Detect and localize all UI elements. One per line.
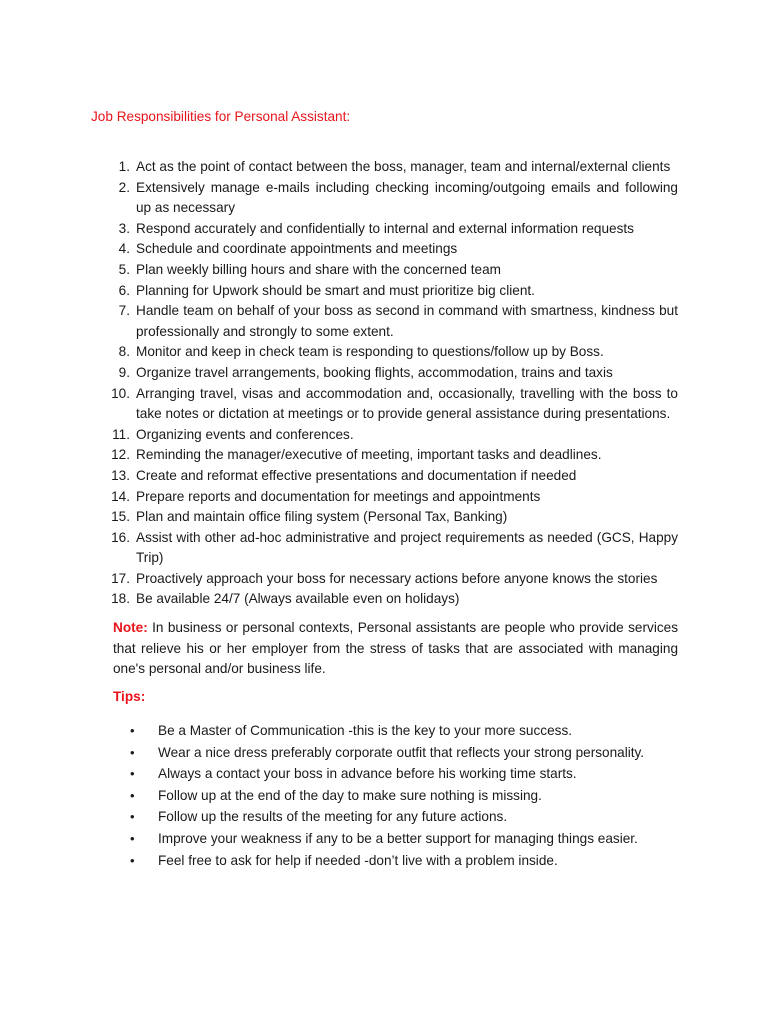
item-text: Plan weekly billing hours and share with the concerned team bbox=[136, 261, 501, 277]
item-text: Respond accurately and confidentially to internal and external information requests bbox=[136, 220, 634, 236]
page-heading: Job Responsibilities for Personal Assistant: bbox=[91, 109, 351, 124]
list-item bbox=[108, 487, 678, 508]
list-item bbox=[108, 178, 678, 219]
item-number: 1. bbox=[118, 159, 130, 174]
list-item bbox=[130, 742, 690, 764]
item-number: 11. bbox=[112, 426, 130, 442]
tip-text: Follow up the results of the meeting for any future actions. bbox=[158, 809, 508, 825]
responsibilities-list bbox=[108, 157, 678, 610]
list-item bbox=[108, 425, 678, 446]
list-item bbox=[108, 239, 678, 260]
item-text: Assist with other ad-hoc administrative and project requirements as needed (GCS, Happy Trip) bbox=[136, 529, 678, 566]
list-item bbox=[130, 785, 690, 807]
list-item bbox=[108, 157, 678, 178]
tip-text: Be a Master of Communication -this is the key to your more success. bbox=[158, 723, 573, 738]
bullet-icon: • bbox=[130, 852, 135, 868]
bullet-icon: • bbox=[130, 830, 135, 846]
item-text: Reminding the manager/executive of meeting, important tasks and deadlines. bbox=[136, 447, 602, 463]
item-text: Monitor and keep in check team is responding to questions/follow up by Boss. bbox=[136, 344, 604, 360]
list-item bbox=[108, 569, 678, 590]
item-text: Organize travel arrangements, booking flights, accommodation, trains and taxis bbox=[136, 364, 613, 380]
item-number: 13. bbox=[111, 467, 130, 483]
bullet-icon: • bbox=[130, 809, 135, 825]
list-item bbox=[108, 507, 678, 528]
list-item bbox=[130, 850, 690, 872]
note-text: In business or personal contexts, Personal assistants are people who provide services that relieve his or her employer from the stress of tasks that are associated with managing one's personal and/or business life. bbox=[113, 620, 678, 677]
list-item bbox=[108, 342, 678, 363]
tip-text: Always a contact your boss in advance before his working time starts. bbox=[158, 766, 577, 782]
bullet-icon: • bbox=[130, 766, 135, 782]
tips-list bbox=[130, 720, 690, 871]
tip-text: Wear a nice dress preferably corporate outfit that reflects your strong personality. bbox=[158, 744, 645, 760]
list-item bbox=[108, 281, 678, 302]
item-text: Schedule and coordinate appointments and meetings bbox=[136, 241, 458, 257]
item-number: 10. bbox=[111, 385, 130, 401]
bullet-icon: • bbox=[130, 723, 135, 738]
item-text: Plan and maintain office filing system (Personal Tax, Banking) bbox=[136, 509, 508, 525]
list-item bbox=[130, 828, 690, 850]
item-number: 18. bbox=[111, 591, 130, 607]
item-text: Organizing events and conferences. bbox=[136, 426, 354, 442]
note-paragraph bbox=[113, 618, 678, 680]
item-number: 14. bbox=[111, 488, 130, 504]
item-number: 9. bbox=[118, 364, 130, 380]
item-text: Act as the point of contact between the boss, manager, team and internal/external clients bbox=[136, 159, 671, 174]
tip-text: Follow up at the end of the day to make sure nothing is missing. bbox=[158, 787, 542, 803]
item-text: Create and reformat effective presentations and documentation if needed bbox=[136, 467, 577, 483]
tips-heading: Tips: bbox=[113, 689, 146, 704]
item-number: 7. bbox=[118, 303, 130, 319]
item-number: 12. bbox=[111, 447, 130, 463]
list-item bbox=[108, 301, 678, 342]
list-item bbox=[108, 363, 678, 384]
list-item bbox=[108, 589, 678, 610]
list-item bbox=[130, 720, 690, 742]
item-number: 8. bbox=[118, 344, 130, 360]
list-item bbox=[130, 763, 690, 785]
tip-text: Feel free to ask for help if needed -don’t live with a problem inside. bbox=[158, 852, 558, 868]
item-number: 17. bbox=[111, 570, 130, 586]
list-item bbox=[108, 445, 678, 466]
item-number: 16. bbox=[111, 529, 130, 545]
item-text: Be available 24/7 (Always available even on holidays) bbox=[136, 591, 460, 607]
list-item bbox=[108, 466, 678, 487]
list-item bbox=[108, 260, 678, 281]
item-text: Extensively manage e-mails including checking incoming/outgoing emails and following up as necessary bbox=[136, 179, 678, 216]
list-item bbox=[108, 528, 678, 569]
tip-text: Improve your weakness if any to be a better support for managing things easier. bbox=[158, 830, 638, 846]
item-text: Planning for Upwork should be smart and must prioritize big client. bbox=[136, 282, 535, 298]
list-item bbox=[108, 384, 678, 425]
item-number: 3. bbox=[118, 220, 130, 236]
item-number: 4. bbox=[118, 241, 130, 257]
item-text: Handle team on behalf of your boss as second in command with smartness, kindness but professionally and strongly to some extent. bbox=[136, 303, 678, 339]
list-item bbox=[108, 219, 678, 240]
item-text: Prepare reports and documentation for meetings and appointments bbox=[136, 488, 541, 504]
item-number: 6. bbox=[118, 282, 130, 298]
list-item bbox=[130, 806, 690, 828]
item-number: 5. bbox=[118, 261, 130, 277]
bullet-icon: • bbox=[130, 744, 135, 760]
note-label: Note: bbox=[113, 620, 148, 635]
item-number: 15. bbox=[111, 509, 130, 525]
item-text: Arranging travel, visas and accommodation and, occasionally, travelling with the boss to take notes or dictation at meetings or to provide general assistance during presentations. bbox=[136, 385, 678, 422]
item-number: 2. bbox=[118, 179, 130, 195]
bullet-icon: • bbox=[130, 787, 135, 803]
item-text: Proactively approach your boss for necessary actions before anyone knows the stories bbox=[136, 570, 658, 586]
